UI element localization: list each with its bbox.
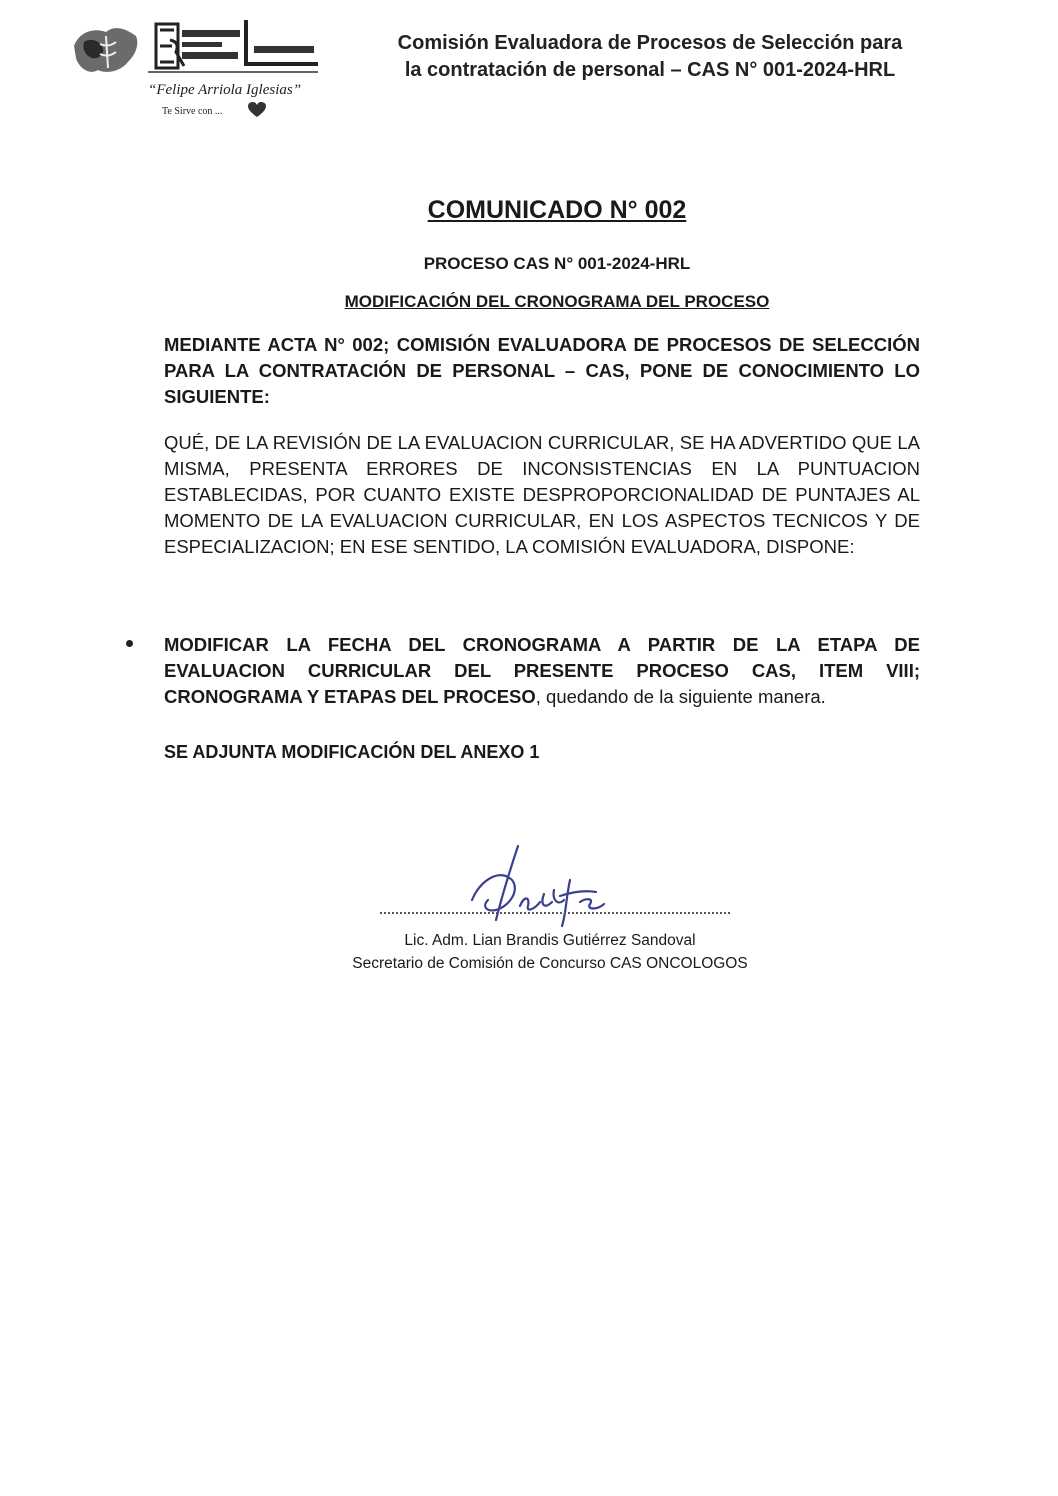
header-title-line2: la contratación de personal – CAS N° 001-2024-HRL xyxy=(404,59,896,81)
document-subtitle: MODIFICACIÓN DEL CRONOGRAMA DEL PROCESO xyxy=(344,292,770,311)
intro-paragraph: MEDIANTE ACTA N° 002; COMISIÓN EVALUADORA DE PROCESOS DE SELECCIÓN PARA LA CONTRATACIÓN DE PERSONAL – CAS, PONE DE CONOCIMIENTO LO SIGUIENTE: xyxy=(164,334,920,407)
attachment-note: SE ADJUNTA MODIFICACIÓN DEL ANEXO 1 xyxy=(164,742,540,762)
heart-icon xyxy=(248,102,266,118)
bullet-text-bold: MODIFICAR LA FECHA DEL CRONOGRAMA A PARTIR DE LA ETAPA DE EVALUACION CURRICULAR DEL PRESENTE PROCESO CAS, ITEM VIII; CRONOGRAMA Y ETAPAS DEL PROCESO xyxy=(164,634,920,707)
process-code: PROCESO CAS N° 001-2024-HRL xyxy=(423,254,691,273)
header-title-line1: Comisión Evaluadora de Procesos de Selección para xyxy=(397,32,903,54)
logo-emblem-icon xyxy=(70,16,340,88)
bullet-text-rest: , quedando de la siguiente manera. xyxy=(535,686,826,707)
signature-line xyxy=(380,912,730,918)
logo-motto: “Felipe Arriola Iglesias” xyxy=(148,82,302,98)
body-paragraph: QUÉ, DE LA REVISIÓN DE LA EVALUACION CURRICULAR, SE HA ADVERTIDO QUE LA MISMA, PRESENTA ERRORES DE INCONSISTENCIAS EN LA PUNTUACION ESTABLECIDAS, POR CUANTO EXISTE DESPROPORCIONALIDAD DE PUNTAJES AL MOMENTO DE LA EVALUACION CURRICULAR, EN LOS ASPECTOS TECNICOS Y DE ESPECIALIZACION; EN ESE SENTIDO, LA COMISIÓN EVALUADORA, DISPONE: xyxy=(164,432,920,557)
signatory-name: Lic. Adm. Lian Brandis Gutiérrez Sandoval xyxy=(404,932,696,949)
logo-tagline: Te Sirve con ... xyxy=(162,106,223,117)
hospital-logo xyxy=(70,16,340,126)
signatory-role: Secretario de Comisión de Concurso CAS ONCOLOGOS xyxy=(352,955,748,972)
bullet-icon xyxy=(126,640,133,647)
header-title xyxy=(370,30,930,84)
bullet-text xyxy=(164,632,920,710)
document-title: COMUNICADO N° 002 xyxy=(427,196,687,224)
